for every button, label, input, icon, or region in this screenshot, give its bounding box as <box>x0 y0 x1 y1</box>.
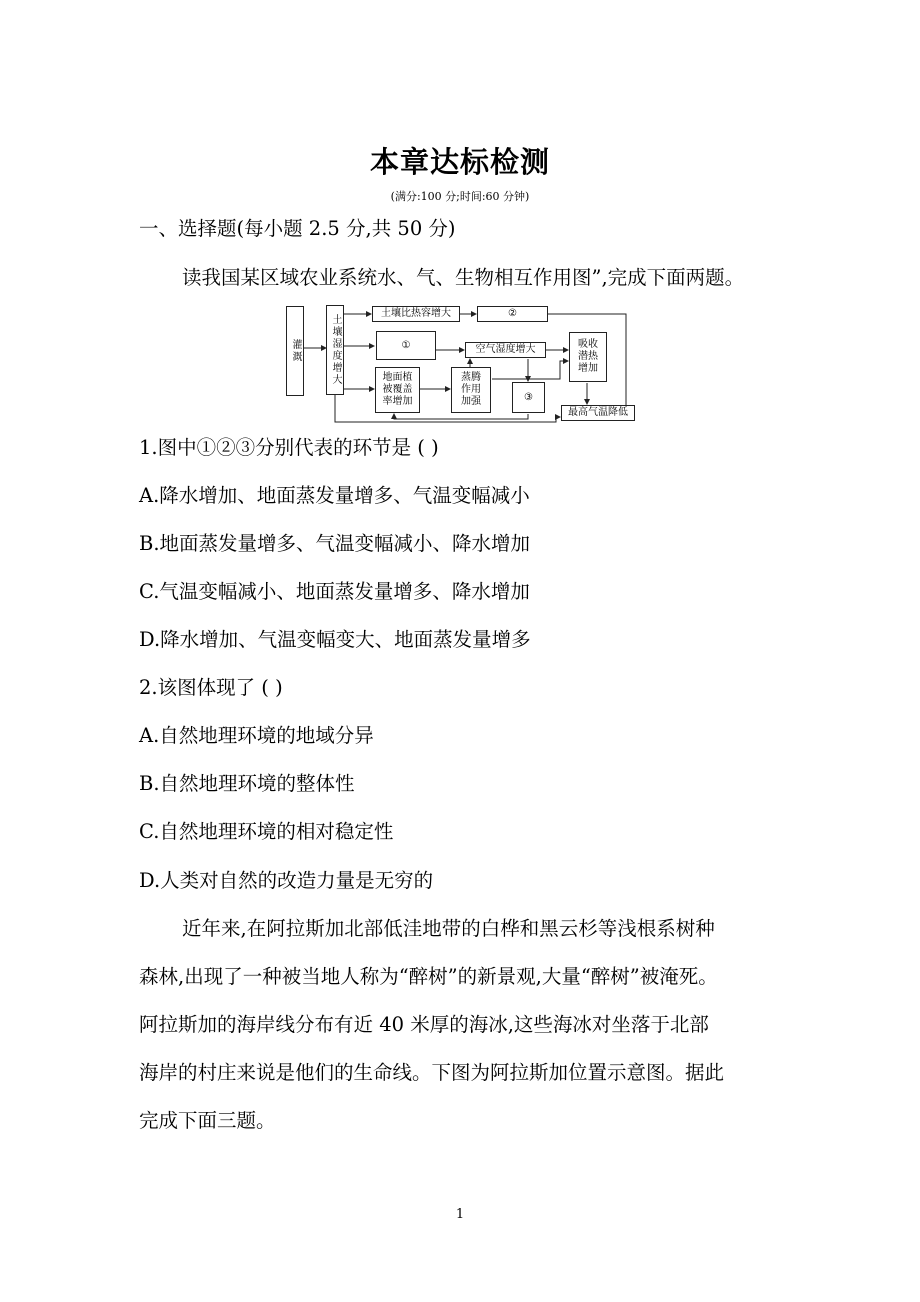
question-1-option-c: C.气温变幅减小、地面蒸发量增多、降水增加 <box>139 580 530 603</box>
soil-moisture-box: 土壤湿度增大 <box>326 305 344 395</box>
question-2-option-a: A.自然地理环境的地域分异 <box>139 724 374 747</box>
passage-line: 近年来,在阿拉斯加北部低洼地带的白桦和黑云杉等浅根系树种 <box>182 917 715 940</box>
passage-line: 海岸的村庄来说是他们的生命线。下图为阿拉斯加位置示意图。据此 <box>139 1061 725 1084</box>
agriculture-system-diagram <box>284 303 638 427</box>
max-temperature-box: 最高气温降低 <box>561 405 635 421</box>
passage-line: 阿拉斯加的海岸线分布有近 40 米厚的海冰,这些海冰对坐落于北部 <box>139 1013 709 1036</box>
question-2-option-c: C.自然地理环境的相对稳定性 <box>139 820 394 843</box>
transpiration-box: 蒸腾作用加强 <box>451 367 491 413</box>
air-humidity-box: 空气湿度增大 <box>465 342 546 358</box>
question-2-option-d: D.人类对自然的改造力量是无穷的 <box>139 869 434 892</box>
question-intro: 读我国某区域农业系统水、气、生物相互作用图”,完成下面两题。 <box>182 266 745 289</box>
heat-capacity-box: 土壤比热容增大 <box>372 306 460 322</box>
irrigation-box: 灌溉 <box>286 306 304 396</box>
absorb-latent-heat-box: 吸收潜热增加 <box>569 332 607 382</box>
section-heading: 一、选择题(每小题 2.5 分,共 50 分) <box>139 217 456 240</box>
question-2-stem: 2.该图体现了 ( ) <box>139 676 283 699</box>
page-title: 本章达标检测 <box>369 145 550 179</box>
step-2-box: ② <box>477 306 548 322</box>
question-2-option-b: B.自然地理环境的整体性 <box>139 772 355 795</box>
page-number: 1 <box>455 1207 465 1222</box>
question-1-stem: 1.图中①②③分别代表的环节是 ( ) <box>139 436 439 459</box>
question-1-option-b: B.地面蒸发量增多、气温变幅减小、降水增加 <box>139 532 531 555</box>
question-1-option-a: A.降水增加、地面蒸发量增多、气温变幅减小 <box>139 484 530 507</box>
passage-line: 完成下面三题。 <box>139 1109 276 1132</box>
question-1-option-d: D.降水增加、气温变幅变大、地面蒸发量增多 <box>139 628 531 651</box>
passage-line: 森林,出现了一种被当地人称为“醉树”的新景观,大量“醉树”被淹死。 <box>139 965 718 988</box>
vegetation-cover-box: 地面植被覆盖率增加 <box>375 367 420 413</box>
step-3-box: ③ <box>512 382 545 413</box>
step-1-box: ① <box>376 331 436 360</box>
exam-info: (满分:100 分;时间:60 分钟) <box>390 190 530 203</box>
